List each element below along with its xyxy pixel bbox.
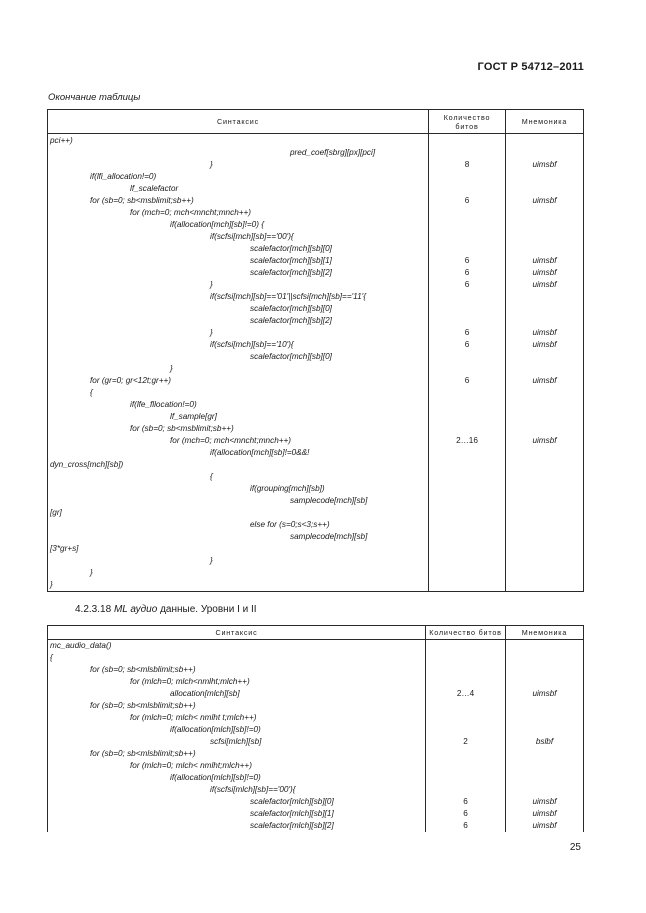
mnemonic-value [506,543,583,555]
syntax-line: for (sb=0; sb<mlsblimit;sb++) [90,749,196,758]
bits-value [429,351,505,363]
syntax-line: for (sb=0; sb<mlsblimit;sb++) [90,665,196,674]
bits-value [429,399,505,411]
syntax-line: scalefactor[mch][sb][1] [250,256,332,265]
bits-value: 6 [463,821,468,830]
bits-value: 2 [463,737,468,746]
bits-value [429,135,505,147]
mnemonic-value [506,351,583,363]
bits-value [429,291,505,303]
mnemonic-value [506,676,583,688]
mnemonic-value [506,519,583,531]
mnemonic-value [506,399,583,411]
bits-value [426,772,505,784]
column-header-bits: Количество битов [429,110,506,134]
syntax-line: } [170,364,173,373]
syntax-line: pci++) [50,136,73,145]
mnemonic-value: uimsbf [532,280,557,289]
syntax-line: { [90,388,93,397]
column-header-mnemonic: Мнемоника [506,626,584,640]
syntax-line: for (mlch=0; mlch<nmlht;mlch++) [130,677,250,686]
mnemonic-value: uimsbf [532,821,557,830]
syntax-line: } [50,580,53,589]
mnemonic-value [506,531,583,543]
bits-value [429,315,505,327]
section-number: 4.2.3.18 [75,604,112,615]
mnemonic-value [506,291,583,303]
syntax-line: samplecode[mch][sb] [290,496,368,505]
mnemonic-value: uimsbf [532,689,557,698]
mnemonic-value: uimsbf [532,160,557,169]
mnemonic-value [506,423,583,435]
mnemonic-value [506,183,583,195]
syntax-line: lf_sample[gr] [170,412,217,421]
syntax-line: if(grouping[mch][sb]) [250,484,325,493]
bits-value [426,640,505,652]
bits-value [426,712,505,724]
syntax-line: for (sb=0; sb<msblimit;sb++) [130,424,234,433]
mnemonic-value [506,387,583,399]
page-number: 25 [569,842,581,853]
column-header-mnemonic: Мнемоника [506,110,584,134]
bits-value [429,411,505,423]
bits-value: 2…16 [456,436,478,445]
mnemonic-value [506,567,583,579]
syntax-line: for (mlch=0; mlch< nmlht t;mlch++) [130,713,257,722]
bits-value [429,183,505,195]
syntax-line: [3*gr+s] [50,544,79,553]
bits-value [429,231,505,243]
syntax-line: scalefactor[mch][sb][2] [250,268,332,277]
syntax-line: samplecode[mch][sb] [290,532,368,541]
mnemonic-value [506,459,583,471]
bits-value [426,760,505,772]
syntax-line: [gr] [50,508,62,517]
syntax-line: scalefactor[mch][sb][0] [250,304,332,313]
bits-value [429,531,505,543]
bits-value [426,748,505,760]
column-header-syntax: Синтаксис [48,110,429,134]
bits-value [429,459,505,471]
mnemonic-value [506,411,583,423]
bits-value [429,483,505,495]
bits-value [429,363,505,375]
bits-value: 6 [464,376,470,385]
mnemonic-value [506,471,583,483]
bits-value [426,676,505,688]
syntax-line: for (mlch=0; mlch< nmlht;mlch++) [130,761,252,770]
mnemonic-value: uimsbf [532,256,557,265]
syntax-line: if(lfi_allocation!=0) [90,172,157,181]
mnemonic-value [506,748,583,760]
mnemonic-value [506,700,583,712]
mnemonic-value [506,724,583,736]
syntax-line: } [210,328,213,337]
mnemonic-value [506,315,583,327]
bits-value [429,447,505,459]
bits-cell [429,134,506,592]
syntax-line: for (mch=0; mch<mncht;mnch++) [130,208,252,217]
syntax-line: for (mch=0; mch<mncht;mnch++) [170,436,292,445]
syntax-line: if(allocation[mlch][sb]!=0) [170,773,261,782]
bits-value: 6 [464,328,470,337]
mnemonic-value [506,664,583,676]
syntax-line: mc_audio_data() [50,641,112,650]
bits-value [429,219,505,231]
syntax-line: scalefactor[mlch][sb][2] [250,821,334,830]
bits-value [429,171,505,183]
bits-value [429,579,505,591]
mnemonic-value [506,219,583,231]
syntax-line: else for (s=0;s<3;s++) [250,520,330,529]
section-heading [75,604,257,615]
syntax-line: if(scfsi[mch][sb]=='00'){ [210,232,294,241]
mnemonic-value [506,135,583,147]
mnemonic-value [506,784,583,796]
syntax-line: } [210,160,213,169]
mnemonic-value [506,712,583,724]
mnemonic-cell [506,640,584,833]
mnemonic-value: uimsbf [532,376,557,385]
syntax-line: scalefactor[mch][sb][2] [250,316,332,325]
mnemonic-value [506,640,583,652]
bits-value: 6 [464,280,470,289]
mnemonic-value: uimsbf [532,196,557,205]
syntax-line: if(scfsi[mch][sb]=='10'){ [210,340,294,349]
bits-value: 6 [464,268,470,277]
syntax-line: scalefactor[mch][sb][0] [250,352,332,361]
syntax-line: scalefactor[mlch][sb][0] [250,797,334,806]
syntax-line: dyn_cross[mch][sb]) [50,460,124,469]
mnemonic-value [506,483,583,495]
mc-audio-data-table [47,625,584,832]
bits-value [426,700,505,712]
syntax-cell [48,640,426,833]
section-title-rest: данные. Уровни I и II [157,604,257,615]
bits-value: 6 [464,196,470,205]
syntax-line: if(allocation[mch][sb]!=0&&! [210,448,310,457]
bits-value [426,652,505,664]
syntax-line: if(scfsi[mch][sb]=='01'||scfsi[mch][sb]=='11'{ [210,292,366,301]
syntax-line: } [210,556,213,565]
mnemonic-value [506,652,583,664]
bits-value [429,243,505,255]
mnemonic-value: uimsbf [532,340,557,349]
standard-header: ГОСТ Р 54712–2011 [477,61,584,73]
syntax-line: } [90,568,93,577]
syntax-table-continued [47,109,584,592]
bits-value [429,387,505,399]
mnemonic-value [506,495,583,507]
mnemonic-value [506,579,583,591]
mnemonic-value [506,231,583,243]
column-header-syntax: Синтаксис [48,626,426,640]
syntax-line: scfsi[mlch][sb] [210,737,262,746]
syntax-line: if(allocation[mch][sb]!=0) { [170,220,264,229]
syntax-line: if(allocation[mlch][sb]!=0) [170,725,261,734]
mnemonic-value: uimsbf [532,797,557,806]
bits-value [429,543,505,555]
mnemonic-value [506,243,583,255]
mnemonic-value [506,147,583,159]
mnemonic-value [506,555,583,567]
syntax-line: lf_scalefactor [130,184,179,193]
syntax-line: for (gr=0; gr<12t;gr++) [90,376,172,385]
mnemonic-value: bslbf [535,737,554,746]
mnemonic-value: uimsbf [532,328,557,337]
bits-value [429,303,505,315]
mnemonic-value: uimsbf [532,436,557,445]
syntax-line: scalefactor[mch][sb][0] [250,244,332,253]
bits-value [429,207,505,219]
mnemonic-value [506,447,583,459]
mnemonic-value [506,363,583,375]
bits-value [429,555,505,567]
syntax-line: if(scfsi[mlch][sb]=='00'){ [210,785,296,794]
mnemonic-value [506,772,583,784]
bits-value [429,519,505,531]
bits-value [426,784,505,796]
syntax-line: { [210,472,213,481]
bits-value [429,147,505,159]
syntax-line: scalefactor[mlch][sb][1] [250,809,334,818]
mnemonic-value [506,171,583,183]
bits-value: 8 [464,160,470,169]
bits-value [429,507,505,519]
bits-value: 2…4 [456,689,475,698]
syntax-line: { [50,653,53,662]
bits-value [426,724,505,736]
syntax-line: if(lfe_fllocation!=0) [130,400,197,409]
mnemonic-value: uimsbf [532,809,557,818]
bits-value [429,495,505,507]
mnemonic-value [506,207,583,219]
mnemonic-value [506,303,583,315]
bits-value [429,567,505,579]
bits-cell [426,640,506,833]
bits-value [429,423,505,435]
mnemonic-value [506,507,583,519]
section-name: ML аудио [113,604,158,615]
mnemonic-value: uimsbf [532,268,557,277]
syntax-line: } [210,280,213,289]
syntax-line: allocation[mlch][sb] [170,689,240,698]
table-caption: Окончание таблицы [48,92,141,103]
bits-value: 6 [463,797,468,806]
mnemonic-cell [506,134,584,592]
bits-value [426,664,505,676]
mnemonic-value [506,760,583,772]
syntax-line: for (sb=0; sb<msblimit;sb++) [90,196,194,205]
syntax-cell [48,134,429,592]
bits-value: 6 [463,809,468,818]
bits-value: 6 [464,340,470,349]
bits-value [429,471,505,483]
bits-value: 6 [464,256,470,265]
syntax-line: pred_coef[sbrg][px][pci] [290,148,376,157]
syntax-line: for (sb=0; sb<mlsblimit;sb++) [90,701,196,710]
column-header-bits: Количество битов [426,626,506,640]
